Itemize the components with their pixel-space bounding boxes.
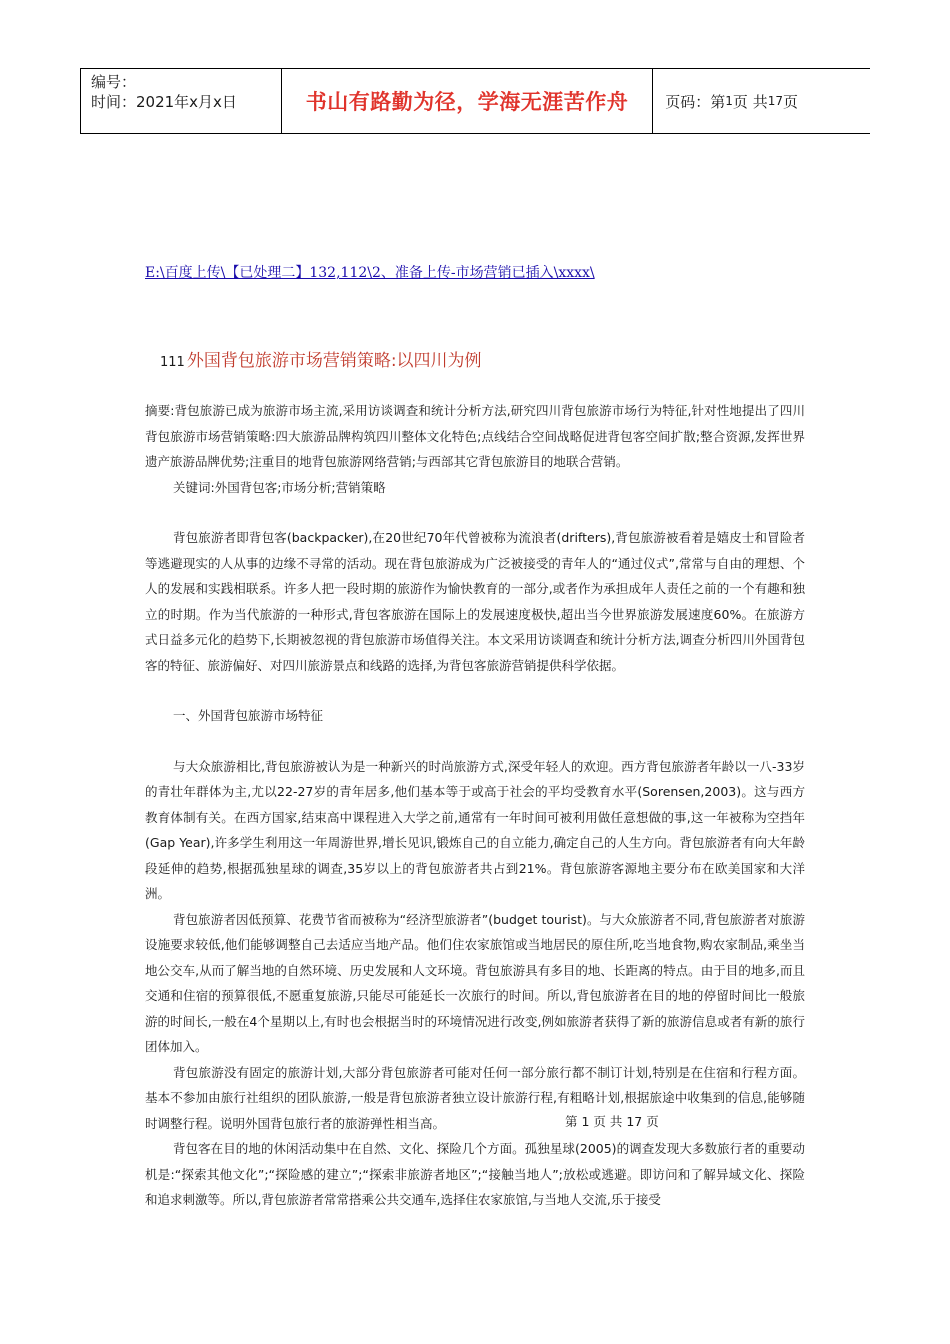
page-mid: 页 共 <box>732 92 768 111</box>
article-title <box>160 346 482 371</box>
article-body <box>145 398 805 1213</box>
page-total: 17 <box>767 94 783 108</box>
section-heading: 一、外国背包旅游市场特征 <box>173 708 324 723</box>
body-paragraph: 背包旅游者因低预算、花费节省而被称为“经济型旅游者”(budget tourist)。与大众旅游者不同,背包旅游者对旅游设施要求较低,他们能够调整自己去适应当地产品。他们住农家旅馆或当地居民的原住所,吃当地食物,购农家制品,乘坐当地公交车,从而了解当地的自然环境、历史发展和人文环境。背包旅游具有多目的地、长距离的特点。由于目的地多,而且交通和住宿的预算很低,不愿重复旅游,只能尽可能延长一次旅行的时间。所以,背包旅游者在目的地的停留时间比一般旅游的时间长,一般在4个星期以上,有时也会根据当时的环境情况进行改变,例如旅游者获得了新的旅游信息或者有新的旅行团体加入。 <box>145 911 805 1054</box>
document-date: 时间：2021年x月x日 <box>91 93 237 111</box>
page-prefix: 页码：第 <box>665 92 726 111</box>
body-paragraph: 背包客在目的地的休闲活动集中在自然、文化、探险几个方面。孤独星球(2005)的调查发现大多数旅行者的重要动机是:“探索其他文化”;“探险感的建立”;“探索非旅游者地区”;“接触当地人”;放松或逃避。即访问和了解异域文化、探险和追求刺激等。所以,背包旅游者常常搭乘公共交通车,选择住农家旅馆,与当地人交流,乐于接受 <box>145 1141 805 1207</box>
file-path-link[interactable]: E:\百度上传\【已处理二】132,112\2、准备上传-市场营销已插入\xxxx\ <box>145 265 595 281</box>
body-paragraph: 与大众旅游相比,背包旅游被认为是一种新兴的时尚旅游方式,深受年轻人的欢迎。西方背包旅游者年龄以一八-33岁的青壮年群体为主,尤以22-27岁的青年居多,他们基本等于或高于社会的平均受教育水平(Sorensen,2003)。这与西方教育体制有关。在西方国家,结束高中课程进入大学之前,通常有一年时间可被利用做任意想做的事,这一年被称为空挡年(Gap Year),许多学生利用这一年周游世界,增长见识,锻炼自己的自立能力,确定自己的人生方向。背包旅游者有向大年龄段延伸的趋势,根据孤独星球的调查,35岁以上的背包旅游者共占到21%。背包旅游客源地主要分布在欧美国家和大洋洲。 <box>145 758 805 901</box>
page-suffix: 页 <box>782 92 798 111</box>
header-info-cell <box>81 69 282 133</box>
page-footer: 第 1 页 共 17 页 <box>565 1114 659 1129</box>
motto-text: 书山有路勤为径，学海无涯苦作舟 <box>305 90 629 114</box>
motto-cell <box>282 69 654 133</box>
title-number: 111 <box>160 355 185 370</box>
abstract: 摘要:背包旅游已成为旅游市场主流,采用访谈调查和统计分析方法,研究四川背包旅游市场行为特征,针对性地提出了四川背包旅游市场营销策略:四大旅游品牌构筑四川整体文化特色;点线结合空间战略促进背包客空间扩散;整合资源,发挥世界遗产旅游品牌优势;注重目的地背包旅游网络营销;与西部其它背包旅游目的地联合营销。 <box>145 403 805 469</box>
body-paragraph: 背包旅游没有固定的旅游计划,大部分背包旅游者可能对任何一部分旅行都不制订计划,特别是在住宿和行程方面。基本不参加由旅行社组织的团队旅游,一般是背包旅游者独立设计旅游行程,有粗略计划,根据旅途中收集到的信息,能够随时调整行程。说明外国背包旅行者的旅游弹性相当高。 <box>145 1064 805 1131</box>
keywords: 关键词:外国背包客;市场分析;营销策略 <box>173 479 386 495</box>
document-number: 编号： <box>91 73 137 91</box>
page-current: 1 <box>725 94 733 108</box>
title-text: 外国背包旅游市场营销策略:以四川为例 <box>186 351 482 371</box>
header-table <box>80 68 870 134</box>
page-number-cell <box>653 69 870 133</box>
intro-paragraph: 背包旅游者即背包客(backpacker),在20世纪70年代曾被称为流浪者(drifters),背包旅游被看着是嬉皮士和冒险者等逃避现实的人从事的边缘不寻常的活动。现在背包旅游成为广泛被接受的青年人的“通过仪式”,常常与自由的理想、个人的发展和实践相联系。许多人把一段时期的旅游作为愉快教育的一部分,或者作为承担成年人责任之前的一个有趣和独立的时期。作为当代旅游的一种形式,背包客旅游在国际上的发展速度极快,超出当今世界旅游发展速度60%。在旅游方式日益多元化的趋势下,长期被忽视的背包旅游市场值得关注。本文采用访谈调查和统计分析方法,调查分析四川外国背包客的特征、旅游偏好、对四川旅游景点和线路的选择,为背包客旅游营销提供科学依据。 <box>145 530 805 673</box>
